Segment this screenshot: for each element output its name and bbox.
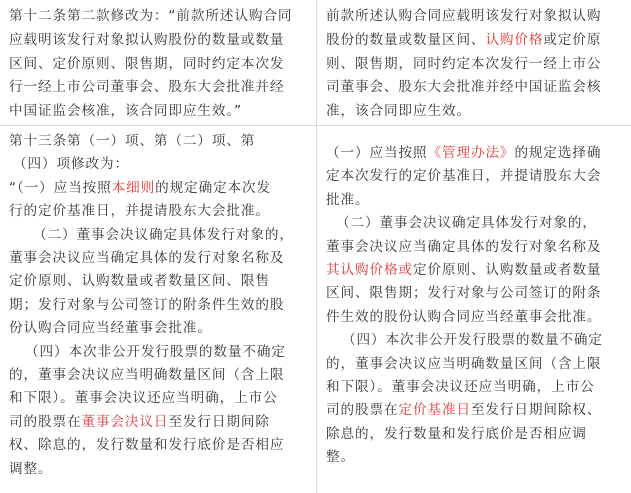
text-line (326, 101, 471, 121)
text-segment: 和下限）。董事会决议还应当明确，上市公 (9, 390, 278, 407)
text-line (9, 248, 284, 268)
text-segment: 股份的数量或数量区间、 (326, 31, 486, 48)
text-segment: 期；发行对象与公司签订的附条件生效的股 (9, 296, 285, 313)
text-segment: 批准。 (326, 191, 370, 208)
text-line (9, 131, 255, 151)
text-line (326, 307, 601, 327)
text-segment: 定本次发行的定价基准日，并提请股东大会 (326, 168, 602, 185)
text-segment: 至发行日期间除权、 (470, 402, 602, 419)
row-1-original-text (9, 6, 314, 124)
highlighted-change: 本细则 (111, 179, 156, 196)
text-segment: 前款所述认购合同应载明该发行对象拟认购 (326, 8, 602, 24)
text-segment: 司董事会、股东大会批准并经中国证监会核 (326, 79, 602, 96)
text-line (9, 365, 284, 385)
text-line (326, 30, 601, 50)
text-segment: 司的股票在 (326, 402, 399, 419)
text-segment: 整。 (326, 449, 355, 466)
text-segment: “（一）应当按照 (9, 179, 112, 196)
text-segment: 份认购合同应当经董事会批准。 (9, 320, 212, 337)
text-line (9, 201, 270, 221)
text-segment: 准，该合同即应生效。 (326, 103, 471, 120)
text-segment: （四）项修改为： (13, 156, 129, 173)
text-line (326, 447, 355, 467)
text-line (9, 30, 284, 50)
text-line (326, 6, 601, 26)
text-segment: 定价原则、认购数量或者数量区间、限售 (9, 273, 270, 290)
row-2-original-text (9, 131, 314, 493)
text-segment: 行的定价基准日，并提请股东大会批准。 (9, 203, 270, 220)
text-line (326, 424, 587, 444)
text-line (9, 6, 292, 26)
text-line (9, 54, 284, 74)
text-segment: 的，董事会决议应当明确数量区间（含上限 (9, 367, 285, 383)
highlighted-change: 其认购价格或 (326, 262, 413, 278)
text-segment: 第十三条第（一）项、第（二）项、第 (9, 133, 256, 149)
text-segment: 的规定选择确 (514, 145, 602, 161)
text-segment: （一）应当按照 (326, 145, 428, 161)
text-line (326, 377, 595, 397)
text-line (9, 271, 270, 291)
text-line (342, 330, 603, 350)
text-segment: 和下限）。董事会决议还应当明确，上市公 (326, 379, 595, 395)
text-segment: 司的股票在 (9, 413, 82, 430)
text-segment: 除息的，发行数量和发行底价是否相应调 (326, 425, 587, 442)
row-1-revised-text (326, 6, 628, 124)
text-segment: 应载明该发行对象拟认购股份的数量或数量 (9, 31, 285, 48)
highlighted-change: 《管理办法》 (427, 145, 515, 161)
text-segment: （四）本次非公开发行股票的数量不确定 (342, 332, 603, 349)
text-segment: （四）本次非公开发行股票的数量不确定 (25, 343, 286, 360)
text-segment: 的规定确定本次发 (155, 179, 272, 196)
text-line (9, 101, 242, 121)
text-segment: 区间、限售期；发行对象与公司签订的附条 (326, 285, 602, 302)
text-line (9, 318, 212, 338)
highlighted-change: 定价基准日 (398, 402, 471, 419)
text-segment: （二）董事会决议确定具体发行对象的， (33, 226, 294, 243)
text-segment: 董事会决议应当确定具体的发行对象名称及 (326, 238, 602, 255)
text-segment: 中国证监会核准，该合同即应生效。” (9, 103, 243, 120)
text-segment: 董事会决议应当确定具体的发行对象名称及 (9, 250, 285, 266)
text-line (326, 77, 601, 97)
text-line (326, 143, 601, 163)
text-segment: 定价原则、认购数量或者数量 (412, 262, 602, 278)
text-segment: 或定价原 (543, 31, 602, 48)
text-line (9, 178, 271, 198)
text-line (9, 435, 284, 455)
text-line (326, 54, 601, 74)
text-segment: 的，董事会决议应当明确数量区间（含上限 (326, 355, 602, 372)
text-line (9, 77, 284, 97)
text-segment: 第十二条第二款修改为：“前款所述认购合同 (9, 8, 293, 24)
text-line (326, 237, 601, 257)
text-line (9, 412, 270, 432)
text-segment: 调整。 (9, 460, 53, 477)
text-line (33, 225, 294, 245)
text-line (326, 166, 601, 186)
text-line (326, 190, 369, 210)
text-line (9, 459, 52, 479)
column-divider (316, 0, 317, 493)
text-segment: 行一经上市公司董事会、股东大会批准并经 (9, 79, 285, 96)
text-segment: （二）董事会决议确定具体发行对象的， (336, 215, 597, 232)
text-line (9, 295, 284, 315)
text-line (326, 400, 601, 420)
row-2-revised-text (326, 143, 628, 493)
text-segment: 至发行日期间除 (168, 413, 270, 430)
text-segment: 区间、定价原则、限售期，同时约定本次发 (9, 55, 285, 72)
highlighted-change: 董事会决议日 (81, 413, 169, 430)
text-segment: 权、除息的，发行数量和发行底价是否相应 (9, 437, 285, 454)
text-line (9, 388, 278, 408)
text-segment: 件生效的股份认购合同应当经董事会批准。 (326, 308, 602, 325)
text-segment: 则、限售期，同时约定本次发行一经上市公 (326, 55, 602, 72)
text-line (326, 260, 601, 280)
text-line (336, 213, 597, 233)
text-line (326, 283, 601, 303)
text-line (326, 354, 601, 374)
row-divider (0, 125, 631, 126)
text-line (25, 342, 286, 362)
text-line (13, 154, 129, 174)
highlighted-change: 认购价格 (485, 31, 544, 48)
